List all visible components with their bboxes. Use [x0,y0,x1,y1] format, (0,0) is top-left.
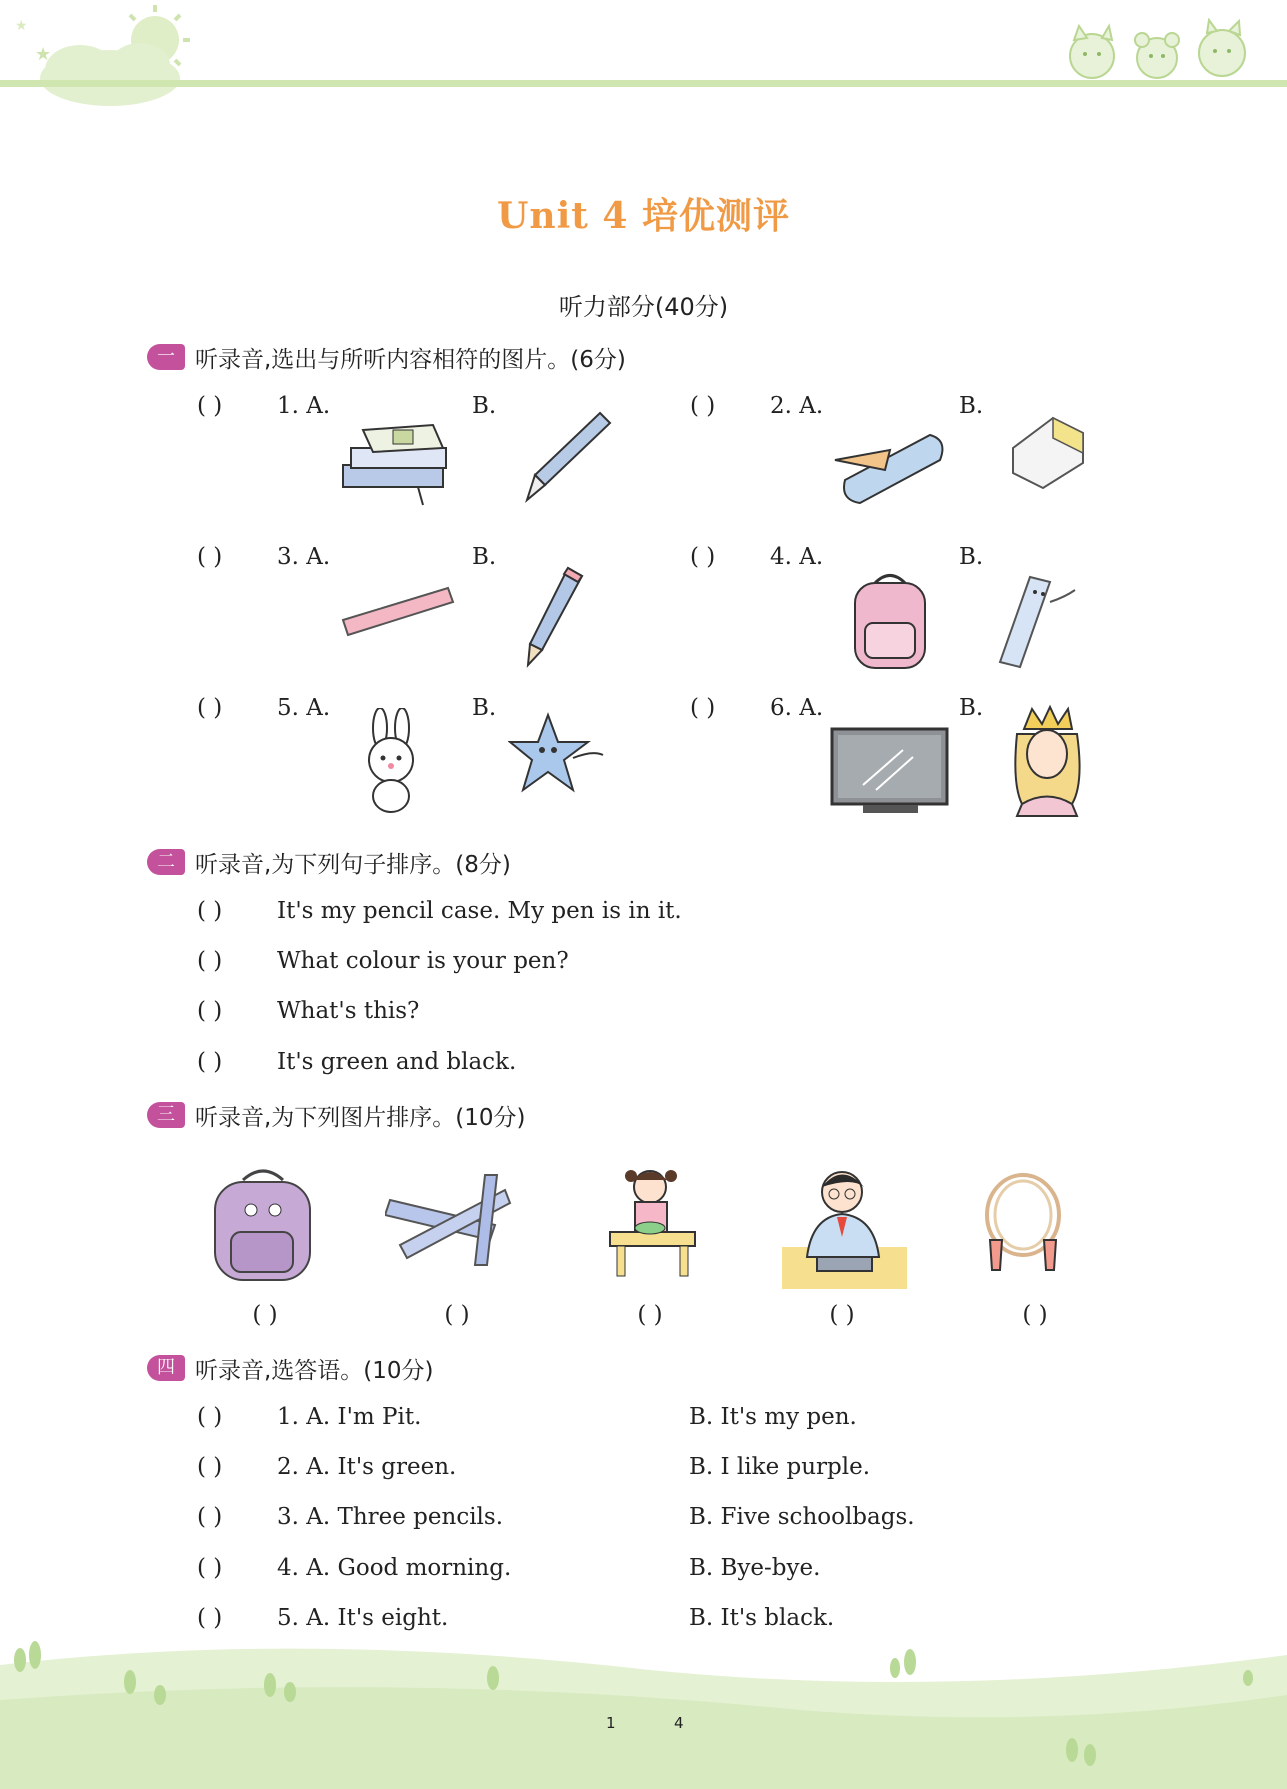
option-a: 3. A. Three pencils. [277,1504,504,1530]
question-badge: 二 [147,849,185,875]
answer-blank[interactable]: ( ) [197,1504,223,1530]
ruler-character-icon[interactable] [995,572,1085,672]
option-a: 4. A. Good morning. [277,1555,512,1581]
schoolbag-icon[interactable] [203,1162,323,1287]
q4-item [197,1404,421,1430]
header-band [0,80,1287,87]
answer-blank[interactable]: ( ) [197,1454,223,1480]
answer-blank[interactable]: ( ) [197,393,223,419]
q2-sentence [197,998,419,1024]
cloud-sun-icon [0,0,220,110]
q1-item-1 [197,393,330,419]
sentence-text: What's this? [277,998,420,1024]
answer-blank[interactable]: ( ) [690,695,716,721]
q2-sentence [197,948,569,974]
answer-blank[interactable]: ( ) [829,1302,855,1328]
option-b: B. I like purple. [689,1454,871,1480]
page-title: Unit 4 培优测评 [497,195,790,237]
item-number: 6. A. [770,695,824,721]
item-number: 2. A. [770,393,824,419]
option-b-label: B. [959,544,984,570]
option-b-label: B. [472,393,497,419]
fountain-pen-icon[interactable] [515,405,615,505]
question-heading: 听录音,为下列图片排序。(10分) [195,1104,526,1131]
animal-faces-icon [1057,18,1257,83]
schoolbag-icon[interactable] [840,568,940,678]
sentence-text: It's green and black. [277,1049,517,1075]
option-b-label: B. [472,695,497,721]
answer-blank[interactable]: ( ) [197,1605,223,1631]
pencil-icon[interactable] [520,560,590,670]
q1-item-5 [197,695,330,721]
question-heading: 听录音,选答语。(10分) [195,1357,434,1384]
rabbit-icon[interactable] [350,708,435,818]
answer-blank[interactable]: ( ) [1022,1302,1048,1328]
answer-blank[interactable]: ( ) [197,1555,223,1581]
question-badge: 一 [147,344,185,370]
answer-blank[interactable]: ( ) [690,393,716,419]
answer-blank[interactable]: ( ) [637,1302,663,1328]
option-b: B. Bye-bye. [689,1555,821,1581]
answer-blank[interactable]: ( ) [197,898,223,924]
question-4-header [147,1351,434,1385]
q1-item-3 [197,544,330,570]
option-a: 2. A. It's green. [277,1454,457,1480]
books-icon[interactable] [333,420,463,510]
question-badge: 四 [147,1355,185,1381]
answer-blank[interactable]: ( ) [197,1404,223,1430]
q4-item [197,1555,511,1581]
answer-blank[interactable]: ( ) [197,998,223,1024]
option-b-label: B. [959,393,984,419]
svg-text:★: ★ [15,18,28,34]
svg-text:★: ★ [35,44,52,65]
section-title: 听力部分(40分) [558,293,729,321]
ruler-icon[interactable] [338,580,458,640]
option-b: B. It's my pen. [689,1404,857,1430]
answer-blank[interactable]: ( ) [252,1302,278,1328]
answer-blank[interactable]: ( ) [197,1049,223,1075]
q1-item-2 [690,393,823,419]
sentence-text: What colour is your pen? [277,948,569,974]
question-badge: 三 [147,1102,185,1128]
star-icon[interactable] [508,710,608,805]
item-number: 1. A. [277,393,331,419]
hills-background [0,1640,1287,1789]
page-number-left: 1 [606,1714,616,1732]
answer-blank[interactable]: ( ) [197,695,223,721]
option-b: B. It's black. [689,1605,835,1631]
option-b: B. Five schoolbags. [689,1504,915,1530]
q1-item-4 [690,544,823,570]
queen-icon[interactable] [1002,704,1092,819]
item-number: 3. A. [277,544,331,570]
answer-blank[interactable]: ( ) [197,948,223,974]
item-number: 4. A. [770,544,824,570]
eraser-icon[interactable] [1003,408,1093,493]
question-heading: 听录音,选出与所听内容相符的图片。(6分) [195,346,626,373]
question-3-header [147,1098,526,1132]
q4-item [197,1504,503,1530]
q4-item [197,1605,448,1631]
boy-with-pencil-box-icon[interactable] [782,1162,907,1289]
item-number: 5. A. [277,695,331,721]
option-a: 1. A. I'm Pit. [277,1404,422,1430]
q2-sentence [197,1049,516,1075]
rulers-icon[interactable] [385,1170,515,1270]
option-b-label: B. [472,544,497,570]
option-b-label: B. [959,695,984,721]
q4-item [197,1454,456,1480]
pencil-case-icon[interactable] [830,415,950,510]
answer-blank[interactable]: ( ) [690,544,716,570]
question-2-header [147,845,511,879]
sentence-text: It's my pencil case. My pen is in it. [277,898,682,924]
answer-blank[interactable]: ( ) [197,544,223,570]
girl-at-desk-icon[interactable] [605,1162,705,1287]
q1-item-6 [690,695,823,721]
page-number-right: 4 [674,1714,684,1732]
option-a: 5. A. It's eight. [277,1605,449,1631]
jump-rope-icon[interactable] [978,1165,1068,1280]
answer-blank[interactable]: ( ) [444,1302,470,1328]
tv-icon[interactable] [828,725,953,820]
question-heading: 听录音,为下列句子排序。(8分) [195,851,511,878]
q2-sentence [197,898,682,924]
question-1-header [147,340,626,374]
